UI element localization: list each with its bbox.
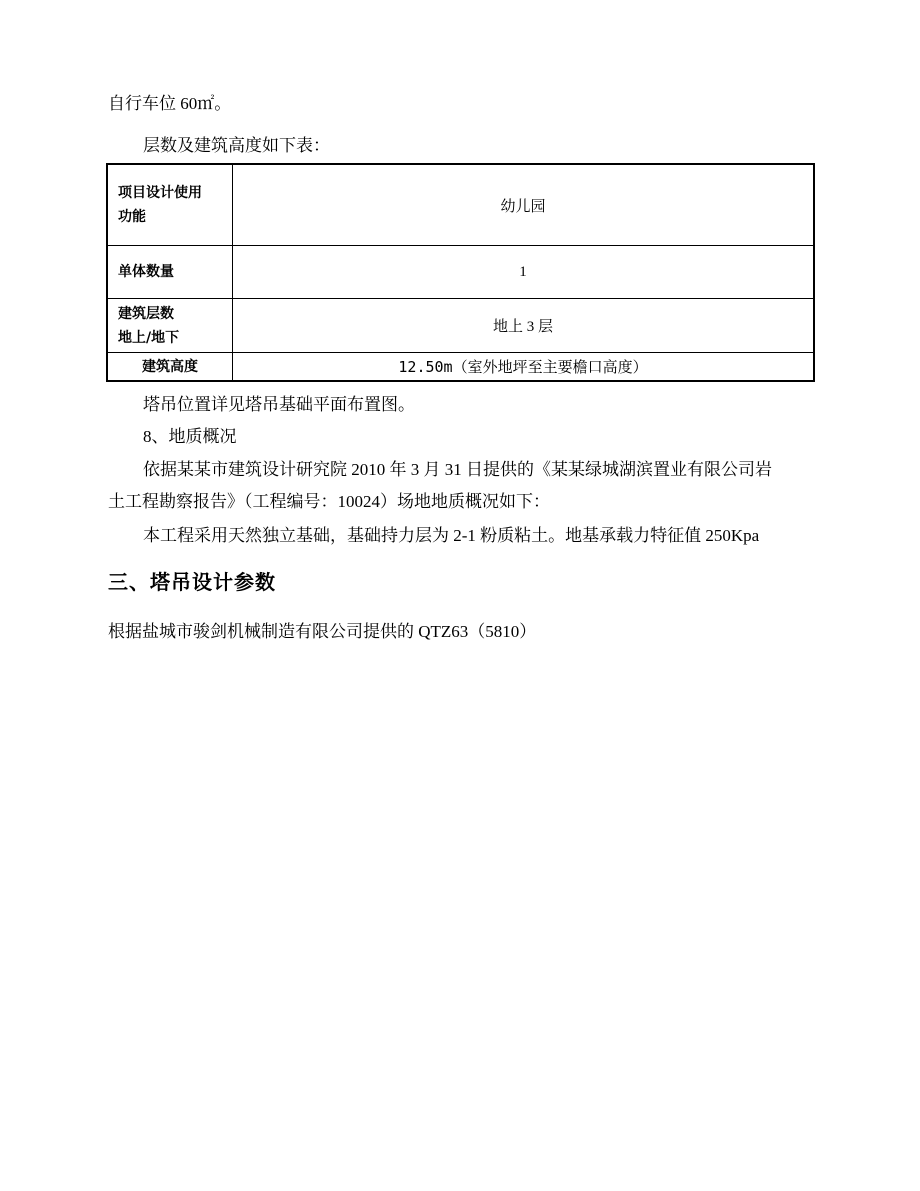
table-row — [107, 353, 814, 382]
label-line: 建筑层数 — [118, 305, 174, 322]
label-line: 建筑高度 — [142, 358, 198, 375]
section-heading: 三、塔吊设计参数 — [108, 570, 276, 594]
table-value-cell: 地上 3 层 — [233, 299, 815, 353]
table-row — [107, 164, 814, 246]
table-value-cell: 1 — [233, 246, 815, 299]
label-line: 单体数量 — [118, 264, 174, 280]
table-label-cell — [107, 164, 233, 246]
table-row — [107, 299, 814, 353]
paragraph-foundation: 本工程采用天然独立基础，基础持力层为 2-1 粉质粘土。地基承载力特征值 250Kpa — [143, 526, 760, 545]
table-row — [107, 246, 814, 299]
paragraph-crane-position: 塔吊位置详见塔吊基础平面布置图。 — [143, 395, 415, 414]
paragraph-geology-source-line2: 土工程勘察报告》（工程编号：10024）场地地质概况如下： — [108, 492, 550, 511]
paragraph-table-intro: 层数及建筑高度如下表： — [143, 136, 330, 155]
label-line: 功能 — [118, 209, 146, 225]
paragraph-crane-model: 根据盐城市骏剑机械制造有限公司提供的 QTZ63（5810） — [108, 622, 537, 641]
label-line: 项目设计使用 — [118, 185, 202, 201]
label-line: 地上/地下 — [118, 329, 180, 346]
table-label-cell — [107, 353, 233, 382]
building-info-table — [106, 163, 815, 382]
table-label-cell — [107, 299, 233, 353]
table-label-cell — [107, 246, 233, 299]
table-value-cell: 幼儿园 — [233, 164, 815, 246]
paragraph-geology-source-line1: 依据某某市建筑设计研究院 2010 年 3 月 31 日提供的《某某绿城湖滨置业有限公司岩 — [143, 460, 772, 479]
paragraph-geology-title: 8、地质概况 — [143, 427, 237, 446]
paragraph-bicycle-parking: 自行车位 60㎡。 — [108, 94, 232, 113]
table-value-cell: 12.50m（室外地坪至主要檐口高度） — [233, 353, 815, 382]
